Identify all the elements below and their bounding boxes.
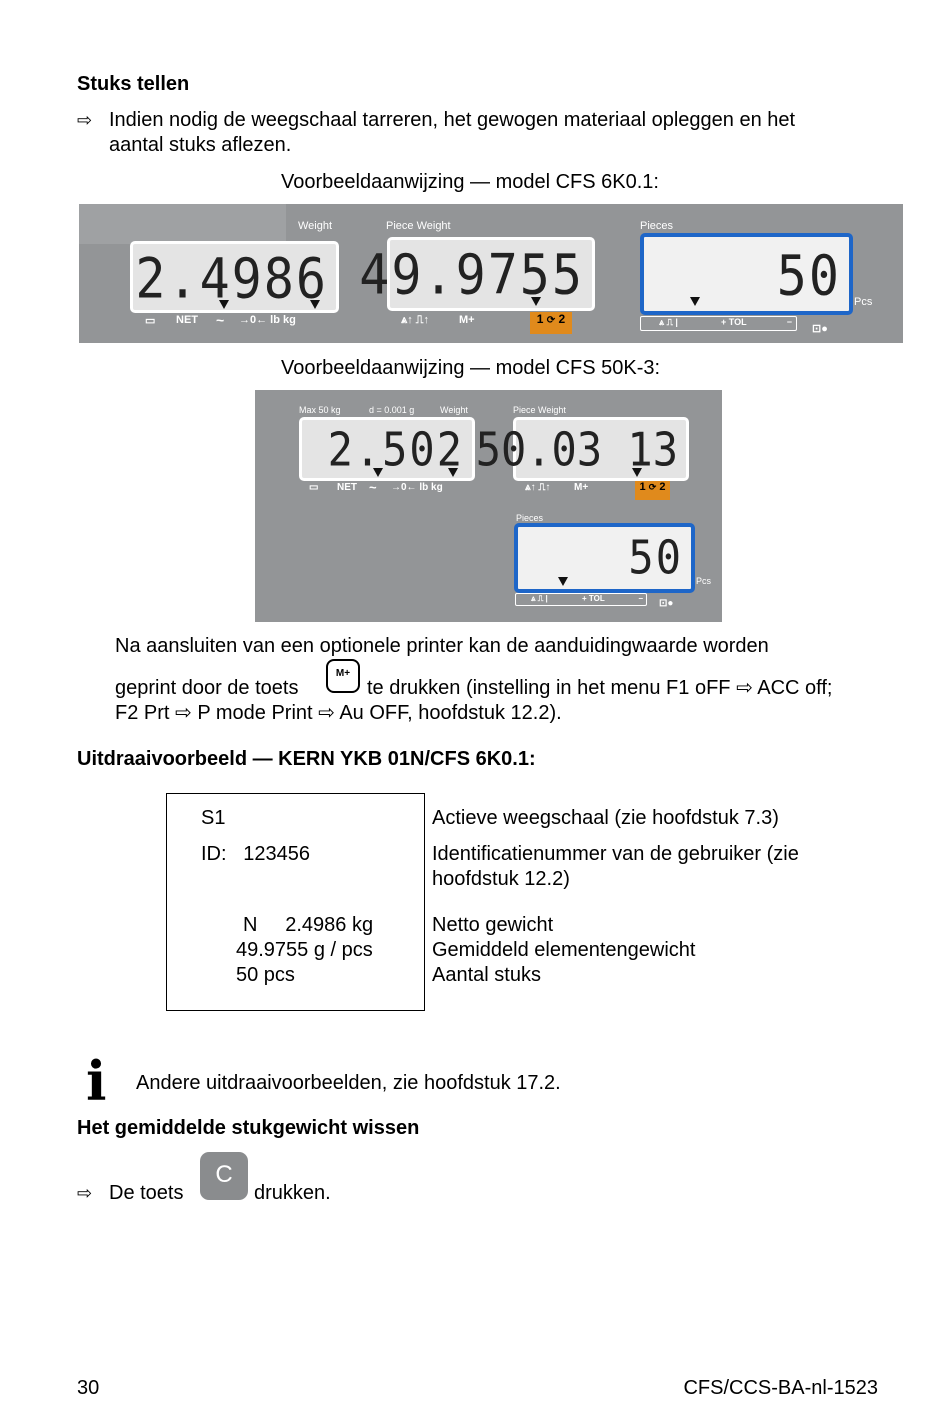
weight-value: 2.502 bbox=[327, 422, 464, 477]
printout-user-desc-line1: Identificatienummer van de gebruiker (zie bbox=[432, 843, 799, 865]
printer-text-line2-before: geprint door de toets bbox=[115, 677, 299, 699]
printout-piece-weight: 49.9755 g / pcs bbox=[236, 939, 373, 961]
clear-text-before: De toets bbox=[109, 1182, 184, 1204]
zero-lb-kg-indicators: →0← lb kg bbox=[391, 482, 443, 493]
printout-net-desc: Netto gewicht bbox=[432, 914, 554, 936]
printout-piece-weight-desc: Gemiddeld elementengewicht bbox=[432, 939, 696, 961]
weight-display bbox=[299, 417, 475, 481]
example2-caption: Voorbeeldaanwijzing — model CFS 50K-3: bbox=[281, 357, 661, 379]
clear-text-after: drukken. bbox=[254, 1182, 331, 1204]
scale-switch-indicator bbox=[635, 481, 670, 500]
battery-power-icon: ⊡● bbox=[812, 323, 828, 335]
indicator-triangle-icon bbox=[373, 468, 383, 477]
scale-2: 2 bbox=[659, 481, 666, 493]
bullet-text-line2: aantal stuks aflezen. bbox=[109, 134, 292, 156]
section-heading-count: Stuks tellen bbox=[77, 73, 190, 95]
tolerance-bar: ⩓ ⎍ | + TOL − bbox=[640, 316, 797, 331]
info-icon: i bbox=[86, 1049, 107, 1113]
tare-icons: ⩓↑ ⎍↑ bbox=[401, 314, 429, 326]
c-key-icon: C bbox=[200, 1152, 248, 1200]
tolerance-bar: ⩓ ⎍ | + TOL − bbox=[515, 593, 647, 606]
printer-text-line2-after: te drukken (instelling in het menu F1 oFF ⇨ ACC off; bbox=[367, 677, 833, 699]
max-label: Max 50 kg bbox=[299, 405, 341, 415]
indicator-triangle-icon bbox=[448, 468, 458, 477]
battery-power-icon: ⊡● bbox=[659, 598, 674, 609]
printout-pieces: 50 pcs bbox=[236, 964, 295, 986]
document-id: CFS/CCS-BA-nl-1523 bbox=[683, 1377, 878, 1399]
weight-label: Weight bbox=[440, 405, 468, 415]
weight-label: Weight bbox=[298, 220, 333, 232]
printout-scale-desc: Actieve weegschaal (zie hoofdstuk 7.3) bbox=[432, 807, 779, 829]
d-label: d = 0.001 g bbox=[369, 405, 415, 415]
battery-icon: ▭ bbox=[145, 315, 156, 327]
stable-icon: ~ bbox=[216, 312, 225, 328]
indicator-triangle-icon bbox=[690, 297, 700, 306]
zero-lb-kg-indicators: →0← lb kg bbox=[239, 314, 296, 326]
section-heading-clear: Het gemiddelde stukgewicht wissen bbox=[77, 1117, 420, 1139]
page-number: 30 bbox=[77, 1377, 100, 1399]
piece-weight-display bbox=[475, 417, 689, 481]
indicator-triangle-icon bbox=[632, 468, 642, 477]
printout-user-desc-line2: hoofdstuk 12.2) bbox=[432, 868, 570, 890]
weight-display bbox=[130, 241, 339, 313]
tolerance-icons: ⩓ ⎍ | bbox=[659, 317, 678, 327]
bullet-arrow-icon: ⇨ bbox=[77, 1183, 93, 1203]
battery-icon: ▭ bbox=[309, 482, 319, 493]
tolerance-label: + TOL bbox=[721, 317, 747, 327]
piece-weight-value: 49.9755 bbox=[359, 243, 584, 307]
memory-indicator: M+ bbox=[574, 482, 589, 493]
piece-weight-label: Piece Weight bbox=[513, 405, 566, 415]
printout-heading: Uitdraaivoorbeeld — KERN YKB 01N/CFS 6K0.1: bbox=[77, 748, 536, 770]
printout-pieces-desc: Aantal stuks bbox=[432, 964, 541, 986]
tare-icons: ⩓↑ ⎍↑ bbox=[525, 482, 551, 493]
indicator-triangle-icon bbox=[558, 577, 568, 586]
stable-icon: ~ bbox=[369, 480, 377, 495]
printer-text-line1: Na aansluiten van een optionele printer kan de aanduidingwaarde worden bbox=[115, 635, 769, 657]
tolerance-label: + TOL bbox=[582, 594, 605, 603]
pieces-label: Pieces bbox=[516, 513, 544, 523]
display-panel-cfs-6k bbox=[79, 204, 903, 343]
printout-net-weight: N 2.4986 kg bbox=[243, 914, 374, 936]
pcs-unit: Pcs bbox=[854, 296, 873, 308]
printout-user-id: ID: 123456 bbox=[201, 843, 310, 865]
printer-text-line3: F2 Prt ⇨ P mode Print ⇨ Au OFF, hoofdstuk 12.2). bbox=[115, 702, 562, 724]
scale-switch-indicator bbox=[530, 312, 572, 334]
printout-scale-id: S1 bbox=[201, 807, 226, 829]
piece-weight-value: 50.03 13 bbox=[475, 422, 678, 477]
indicator-triangle-icon bbox=[531, 297, 541, 306]
weight-value: 2.4986 bbox=[135, 247, 328, 311]
tolerance-icons: ⩓ ⎍ | bbox=[531, 594, 548, 603]
net-indicator: NET bbox=[337, 482, 357, 493]
net-indicator: NET bbox=[176, 314, 198, 326]
piece-weight-label: Piece Weight bbox=[386, 220, 451, 232]
info-note-text: Andere uitdraaivoorbeelden, zie hoofdstuk 17.2. bbox=[136, 1072, 561, 1094]
scale-switch-icon: ⟳ bbox=[648, 482, 657, 492]
scale-2: 2 bbox=[558, 312, 566, 326]
piece-weight-display bbox=[359, 237, 595, 311]
pieces-value: 50 bbox=[628, 530, 683, 585]
pieces-display bbox=[514, 523, 695, 593]
scale-switch-icon: ⟳ bbox=[546, 315, 556, 326]
memory-indicator: M+ bbox=[459, 314, 475, 326]
display-panel-cfs-50k bbox=[255, 390, 722, 622]
scale-1: 1 bbox=[639, 481, 646, 493]
m-plus-key-icon: M+ bbox=[326, 659, 360, 693]
example1-caption: Voorbeeldaanwijzing — model CFS 6K0.1: bbox=[281, 171, 659, 193]
pcs-unit: Pcs bbox=[696, 576, 712, 586]
indicator-triangle-icon bbox=[310, 300, 320, 309]
indicator-triangle-icon bbox=[219, 300, 229, 309]
pieces-display bbox=[640, 233, 853, 315]
pieces-label: Pieces bbox=[640, 220, 674, 232]
pieces-value: 50 bbox=[776, 244, 841, 308]
bullet-text-line1: Indien nodig de weegschaal tarreren, het gewogen materiaal opleggen en het bbox=[109, 109, 796, 131]
bullet-arrow-icon: ⇨ bbox=[77, 110, 93, 130]
scale-1: 1 bbox=[536, 312, 544, 326]
